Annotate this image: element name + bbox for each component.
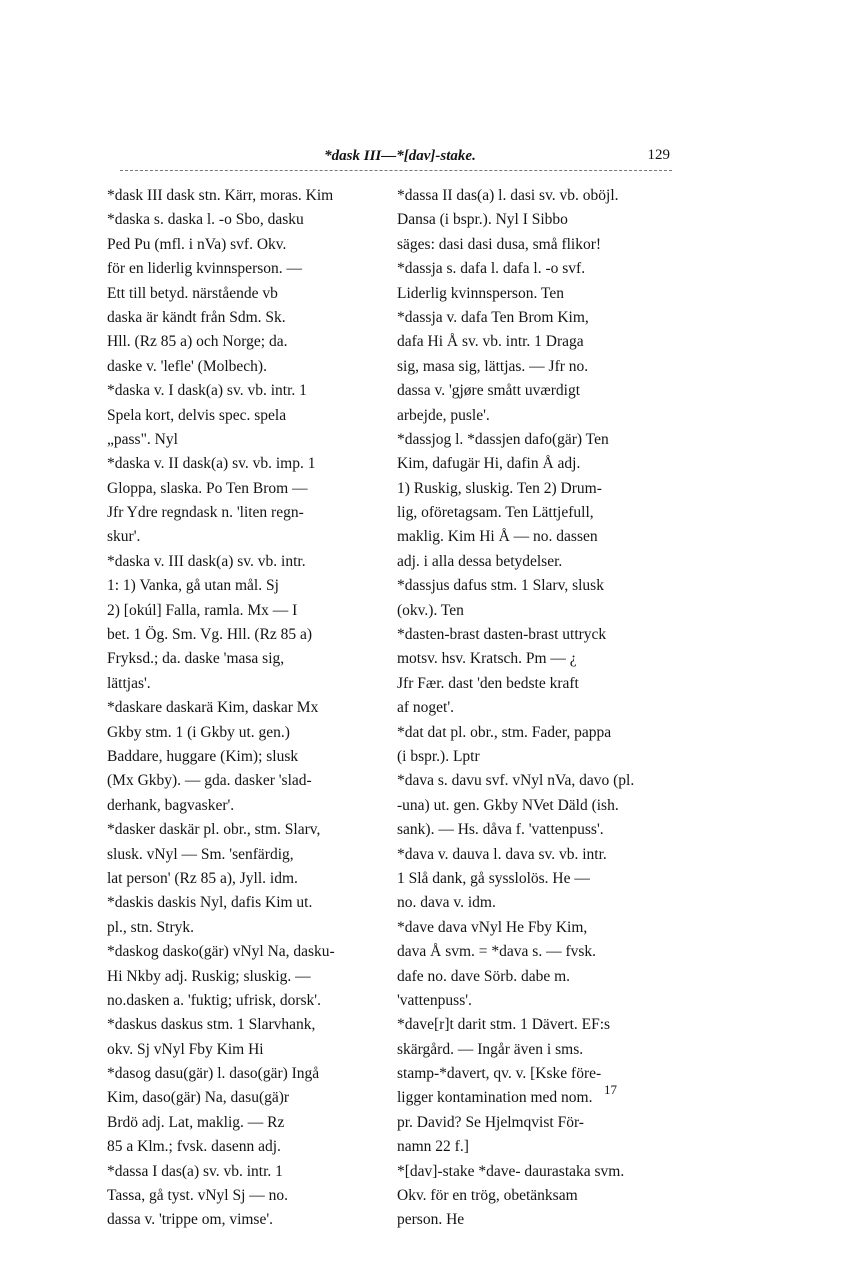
text-line: dassa v. 'gjøre smått uværdigt [397, 382, 581, 400]
text-line: för en liderlig kvinnsperson. — [107, 260, 303, 278]
text-line: 'vattenpuss'. [397, 991, 472, 1009]
text-line: *daska v. II dask(a) sv. vb. imp. 1 [107, 455, 316, 473]
text-line: Jfr Ydre regndask n. 'liten regn- [107, 504, 304, 522]
text-line: *dassja s. dafa l. dafa l. -o svf. [397, 260, 586, 278]
text-line: 85 a Klm.; fvsk. dasenn adj. [107, 1138, 281, 1156]
text-line: *daskare daskarä Kim, daskar Mx [107, 699, 319, 717]
text-line: (Mx Gkby). — gda. dasker 'slad- [107, 772, 312, 790]
text-line: adj. i alla dessa betydelser. [397, 552, 563, 570]
text-line: stamp-*davert, qv. v. [Kske före- [397, 1065, 602, 1083]
text-line: *daskus daskus stm. 1 Slarvhank, [107, 1016, 316, 1034]
running-head-title: *dask III—*[dav]-stake. [324, 148, 476, 164]
right-column [397, 184, 663, 1233]
text-line: säges: dasi dasi dusa, små flikor! [397, 235, 602, 253]
text-line: skärgård. — Ingår även i sms. [397, 1040, 584, 1058]
text-line: *dassjus dafus stm. 1 Slarv, slusk [397, 577, 604, 595]
text-line: *daska v. III dask(a) sv. vb. intr. [107, 552, 306, 570]
text-line: lig, oföretagsam. Ten Lättjefull, [397, 504, 594, 522]
text-line: 1 Slå dank, gå sysslolös. He — [397, 869, 590, 887]
text-line: *dasten-brast dasten-brast uttryck [397, 626, 607, 644]
text-line: ligger kontamination med nom. [397, 1089, 593, 1107]
text-line: lättjas'. [107, 674, 151, 692]
text-line: person. He [397, 1211, 465, 1229]
text-line: sig, masa sig, lättjas. — Jfr no. [397, 357, 589, 375]
text-line: Okv. för en trög, obetänksam [397, 1187, 578, 1205]
text-line: af noget'. [397, 699, 455, 717]
text-line: (okv.). Ten [397, 601, 464, 619]
text-line: *dassa I das(a) sv. vb. intr. 1 [107, 1162, 283, 1180]
text-line: dassa v. 'trippe om, vimse'. [107, 1211, 274, 1229]
signature-mark: 17 [604, 1082, 617, 1097]
text-line: skur'. [107, 528, 141, 546]
text-line: *dassjog l. *dassjen dafo(gär) Ten [397, 430, 609, 448]
text-line: Kim, dafugär Hi, dafin Å adj. [397, 455, 581, 473]
left-column [107, 184, 373, 1233]
text-line: Liderlig kvinnsperson. Ten [397, 284, 564, 302]
text-line: namn 22 f.] [397, 1138, 469, 1156]
text-line: *daska s. daska l. -o Sbo, dasku [107, 211, 304, 229]
text-line: lat person' (Rz 85 a), Jyll. idm. [107, 869, 298, 887]
text-line: *[dav]-stake *dave- daurastaka svm. [397, 1162, 625, 1180]
text-line: Gkby stm. 1 (i Gkby ut. gen.) [107, 723, 290, 741]
text-line: *dava s. davu svf. vNyl nVa, davo (pl. [397, 772, 635, 790]
text-line: Spela kort, delvis spec. spela [107, 406, 287, 424]
text-line: daske v. 'lefle' (Molbech). [107, 357, 267, 375]
text-line: *dasker daskär pl. obr., stm. Slarv, [107, 821, 321, 839]
text-line: derhank, bagvasker'. [107, 796, 235, 814]
text-line: okv. Sj vNyl Fby Kim Hi [107, 1040, 264, 1058]
text-line: maklig. Kim Hi Å — no. dassen [397, 528, 598, 546]
text-line: 1) Ruskig, sluskig. Ten 2) Drum- [397, 479, 602, 497]
text-line: *dassja v. dafa Ten Brom Kim, [397, 308, 589, 326]
text-line: *daskog dasko(gär) vNyl Na, dasku- [107, 943, 335, 961]
text-line: Baddare, huggare (Kim); slusk [107, 747, 299, 765]
text-line: Ett till betyd. närstående vb [107, 284, 278, 302]
text-line: Kim, daso(gär) Na, dasu(gä)r [107, 1089, 290, 1107]
text-line: Fryksd.; da. daske 'masa sig, [107, 650, 285, 668]
text-line: *dassa II das(a) l. dasi sv. vb. oböjl. [397, 187, 619, 204]
text-line: dava Å svm. = *dava s. — fvsk. [397, 943, 597, 961]
text-line: *dasog dasu(gär) l. daso(gär) Ingå [107, 1065, 320, 1083]
text-line: sank). — Hs. dåva f. 'vattenpuss'. [397, 821, 604, 839]
text-line: slusk. vNyl — Sm. 'senfärdig, [107, 845, 294, 863]
text-line: „pass". Nyl [107, 430, 178, 448]
text-line: *dave dava vNyl He Fby Kim, [397, 918, 588, 936]
text-line: daska är kändt från Sdm. Sk. [107, 308, 286, 326]
text-line: pl., stn. Stryk. [107, 918, 194, 936]
text-line: no. dava v. idm. [397, 894, 496, 912]
text-line: (i bspr.). Lptr [397, 747, 480, 765]
text-line: *daska v. I dask(a) sv. vb. intr. 1 [107, 382, 307, 400]
text-line: -una) ut. gen. Gkby NVet Däld (ish. [397, 796, 619, 814]
text-line: Dansa (i bspr.). Nyl I Sibbo [397, 211, 568, 229]
text-line: Tassa, gå tyst. vNyl Sj — no. [107, 1187, 289, 1205]
text-line: *dask III dask stn. Kärr, moras. Kim [107, 187, 334, 204]
text-line: dafa Hi Å sv. vb. intr. 1 Draga [397, 333, 584, 351]
text-line: dafe no. dave Sörb. dabe m. [397, 967, 571, 985]
page-number: 129 [647, 147, 670, 163]
text-line: 1: 1) Vanka, gå utan mål. Sj [107, 577, 279, 595]
text-line: 2) [okúl] Falla, ramla. Mx — I [107, 601, 298, 619]
text-line: motsv. hsv. Kratsch. Pm — ¿ [397, 650, 577, 668]
text-line: *dave[r]t darit stm. 1 Dävert. EF:s [397, 1016, 611, 1034]
text-line: Brdö adj. Lat, maklig. — Rz [107, 1113, 285, 1131]
text-line: pr. David? Se Hjelmqvist För- [397, 1113, 584, 1131]
text-line: Hi Nkby adj. Ruskig; sluskig. — [107, 967, 311, 985]
text-line: Hll. (Rz 85 a) och Norge; da. [107, 333, 288, 351]
text-line: no.dasken a. 'fuktig; ufrisk, dorsk'. [107, 991, 321, 1009]
text-line: bet. 1 Ög. Sm. Vg. Hll. (Rz 85 a) [107, 626, 313, 644]
text-line: Ped Pu (mfl. i nVa) svf. Okv. [107, 235, 287, 253]
header-rule [120, 170, 672, 171]
text-line: *daskis daskis Nyl, dafis Kim ut. [107, 894, 313, 912]
text-line: Gloppa, slaska. Po Ten Brom — [107, 479, 308, 497]
text-line: arbejde, pusle'. [397, 406, 490, 424]
text-line: *dat dat pl. obr., stm. Fader, pappa [397, 723, 612, 741]
text-line: Jfr Fær. dast 'den bedste kraft [397, 674, 579, 692]
text-line: *dava v. dauva l. dava sv. vb. intr. [397, 845, 607, 863]
